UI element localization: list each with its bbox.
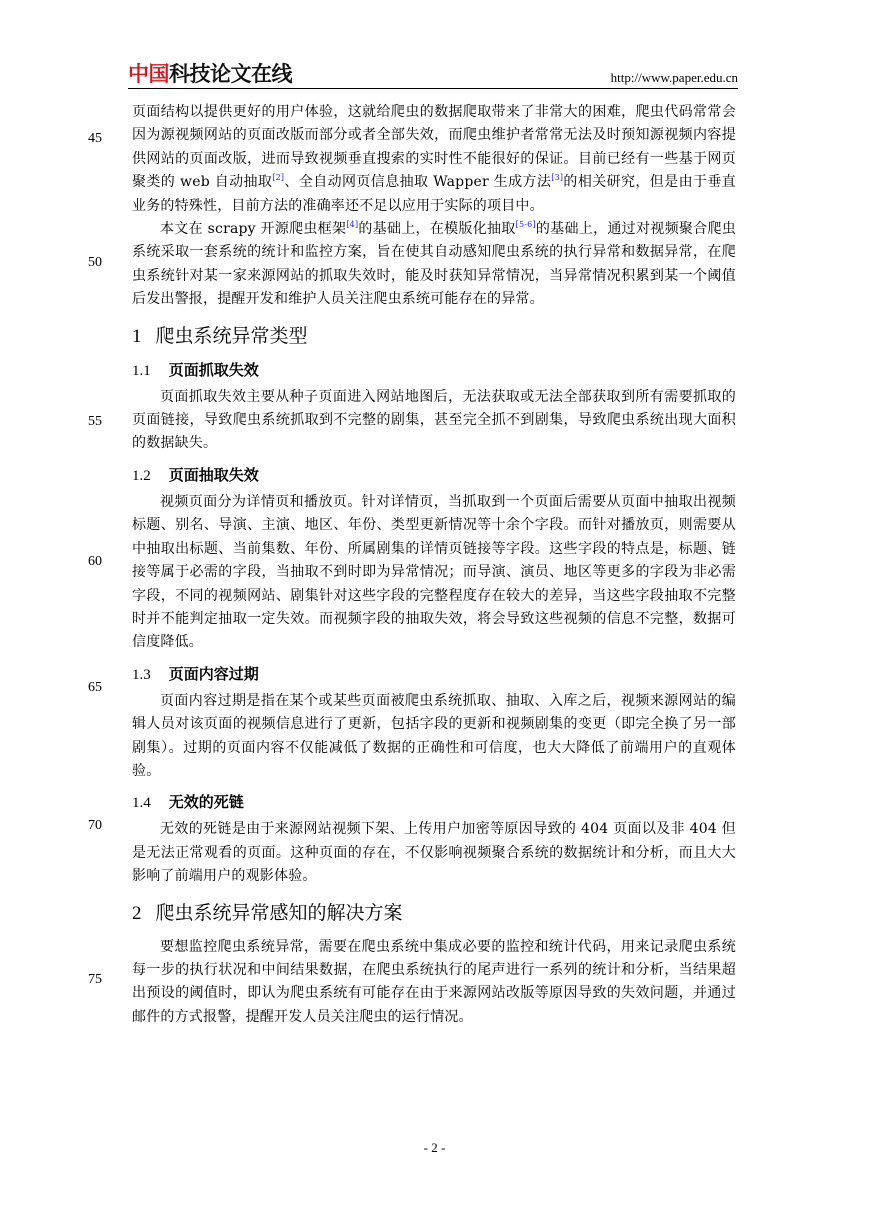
section-heading [132,901,736,926]
logo-red-text: 中国 [128,62,169,86]
subsection-body: 页面内容过期是指在某个或某些页面被爬虫系统抓取、抽取、入库之后，视频来源网站的编辑人员对该页面的视频信息进行了更新，包括字段的更新和视频剧集的变更（即完全换了另一部剧集）。过期的页面内容不仅能减低了数据的正确性和可信度，也大大降低了前端用户的直观体验。 [132,692,736,779]
citation-ref[interactable]: [2] [272,173,285,183]
line-number: 50 [88,255,102,270]
subsection-title: 页面抽取失效 [168,465,259,484]
line-number: 70 [88,818,102,833]
subsection-heading [132,359,736,382]
paragraph-text: 本文在 scrapy 开源爬虫框架 [160,221,347,238]
line-number: 75 [88,972,102,987]
subsection-title: 无效的死链 [168,793,244,812]
section-body: 要想监控爬虫系统异常，需要在爬虫系统中集成必要的监控和统计代码，用来记录爬虫系统每一步的执行状况和中间结果数据，在爬虫系统执行的尾声进行一系列的统计和分析，当结果超出预设的阈值时，即认为爬虫系统有可能存在由于来源网站改版等原因导致的失效问题，并通过邮件的方式报警，提醒开发人员关注爬虫的运行情况。 [132,938,736,1025]
line-number: 65 [88,680,102,695]
paragraph-intro-aim [132,218,736,312]
section-number: 2 [132,902,142,924]
section-heading [132,324,736,349]
header-url: http://www.paper.edu.cn [610,70,738,85]
citation-ref[interactable]: [3] [551,173,564,183]
paragraph-text: 页面结构以提供更好的用户体验，这就给爬虫的数据爬取带来了非常大的困难，爬虫代码常常会因为源视频网站的页面改版而部分或者全部失效，而爬虫维护者常常无法及时预知源视频内容提供网站的页面改版，进而导致视频垂直搜索的实时性不能很好的保证。目前已经有一些基于网页聚类的 web 自动抽取 [132,104,736,191]
subsection-body: 无效的死链是由于来源网站视频下架、上传用户加密等原因导致的 404 页面以及非 404 但是无法正常观看的页面。这种页面的存在，不仅影响视频聚合系统的数据统计和分析，而且大大影响了前端用户的观影体验。 [132,821,736,885]
subsection-heading [132,791,736,814]
paragraph-text: 、全自动网页信息抽取 Wapper 生成方法 [284,174,552,191]
line-number: 60 [88,554,102,569]
subsection-number: 1.4 [132,795,151,812]
subsection-title: 页面抓取失效 [168,360,259,379]
subsection-heading [132,663,736,686]
paragraph-text: 的相关研究，但是由于垂直业务的特殊性，目前方法的准确率还不足以应用于实际的项目中。 [132,174,736,214]
page-header [128,60,738,88]
paragraph-text: 的基础上，在模版化抽取 [358,221,516,238]
subsection-heading [132,464,736,487]
journal-logo [128,62,292,86]
page-number: - 2 - [423,1140,446,1155]
paragraph-text: 的基础上，通过对视频聚合爬虫系统采取一套系统的统计和监控方案，旨在使其自动感知爬虫系统的执行异常和数据异常，在爬虫系统针对某一家来源网站的抓取失效时，能及时获知异常情况，当异常情况积累到某一个阈值后发出警报，提醒开发和维护人员关注爬虫系统可能存在的异常。 [132,221,736,308]
citation-ref[interactable]: [5-6] [515,220,536,230]
line-number: 55 [88,414,102,429]
section-number: 1 [132,325,142,347]
header-rule [128,88,738,89]
subsection-number: 1.3 [132,666,151,683]
section-title: 爬虫系统异常类型 [155,324,308,347]
subsection-number: 1.2 [132,467,151,484]
paragraph-intro-continued [132,101,736,218]
subsection-body: 页面抓取失效主要从种子页面进入网站地图后，无法获取或无法全部获取到所有需要抓取的页面链接，导致爬虫系统抓取到不完整的剧集，甚至完全抓不到剧集，导致爬虫系统出现大面积的数据缺失。 [132,388,736,452]
section-title: 爬虫系统异常感知的解决方案 [155,901,403,924]
line-number: 45 [88,131,102,146]
subsection-title: 页面内容过期 [168,664,259,683]
subsection-number: 1.1 [132,362,151,379]
citation-ref[interactable]: [4] [346,220,359,230]
logo-black-text: 科技论文在线 [169,62,292,86]
subsection-body: 视频页面分为详情页和播放页。针对详情页，当抓取到一个页面后需要从页面中抽取出视频标题、别名、导演、主演、地区、年份、类型更新情况等十余个字段。而针对播放页，则需要从中抽取出标题、当前集数、年份、所属剧集的详情页链接等字段。这些字段的特点是，标题、链接等属于必需的字段，当抽取不到时即为异常情况；而导演、演员、地区等更多的字段为非必需字段，不同的视频网站、剧集针对这些字段的完整程度存在较大的差异，当这些字段抽取不完整时并不能判定抽取一定失效。而视频字段的抽取失效，将会导致这些视频的信息不完整，数据可信度降低。 [132,493,736,651]
article-body [132,101,736,1029]
